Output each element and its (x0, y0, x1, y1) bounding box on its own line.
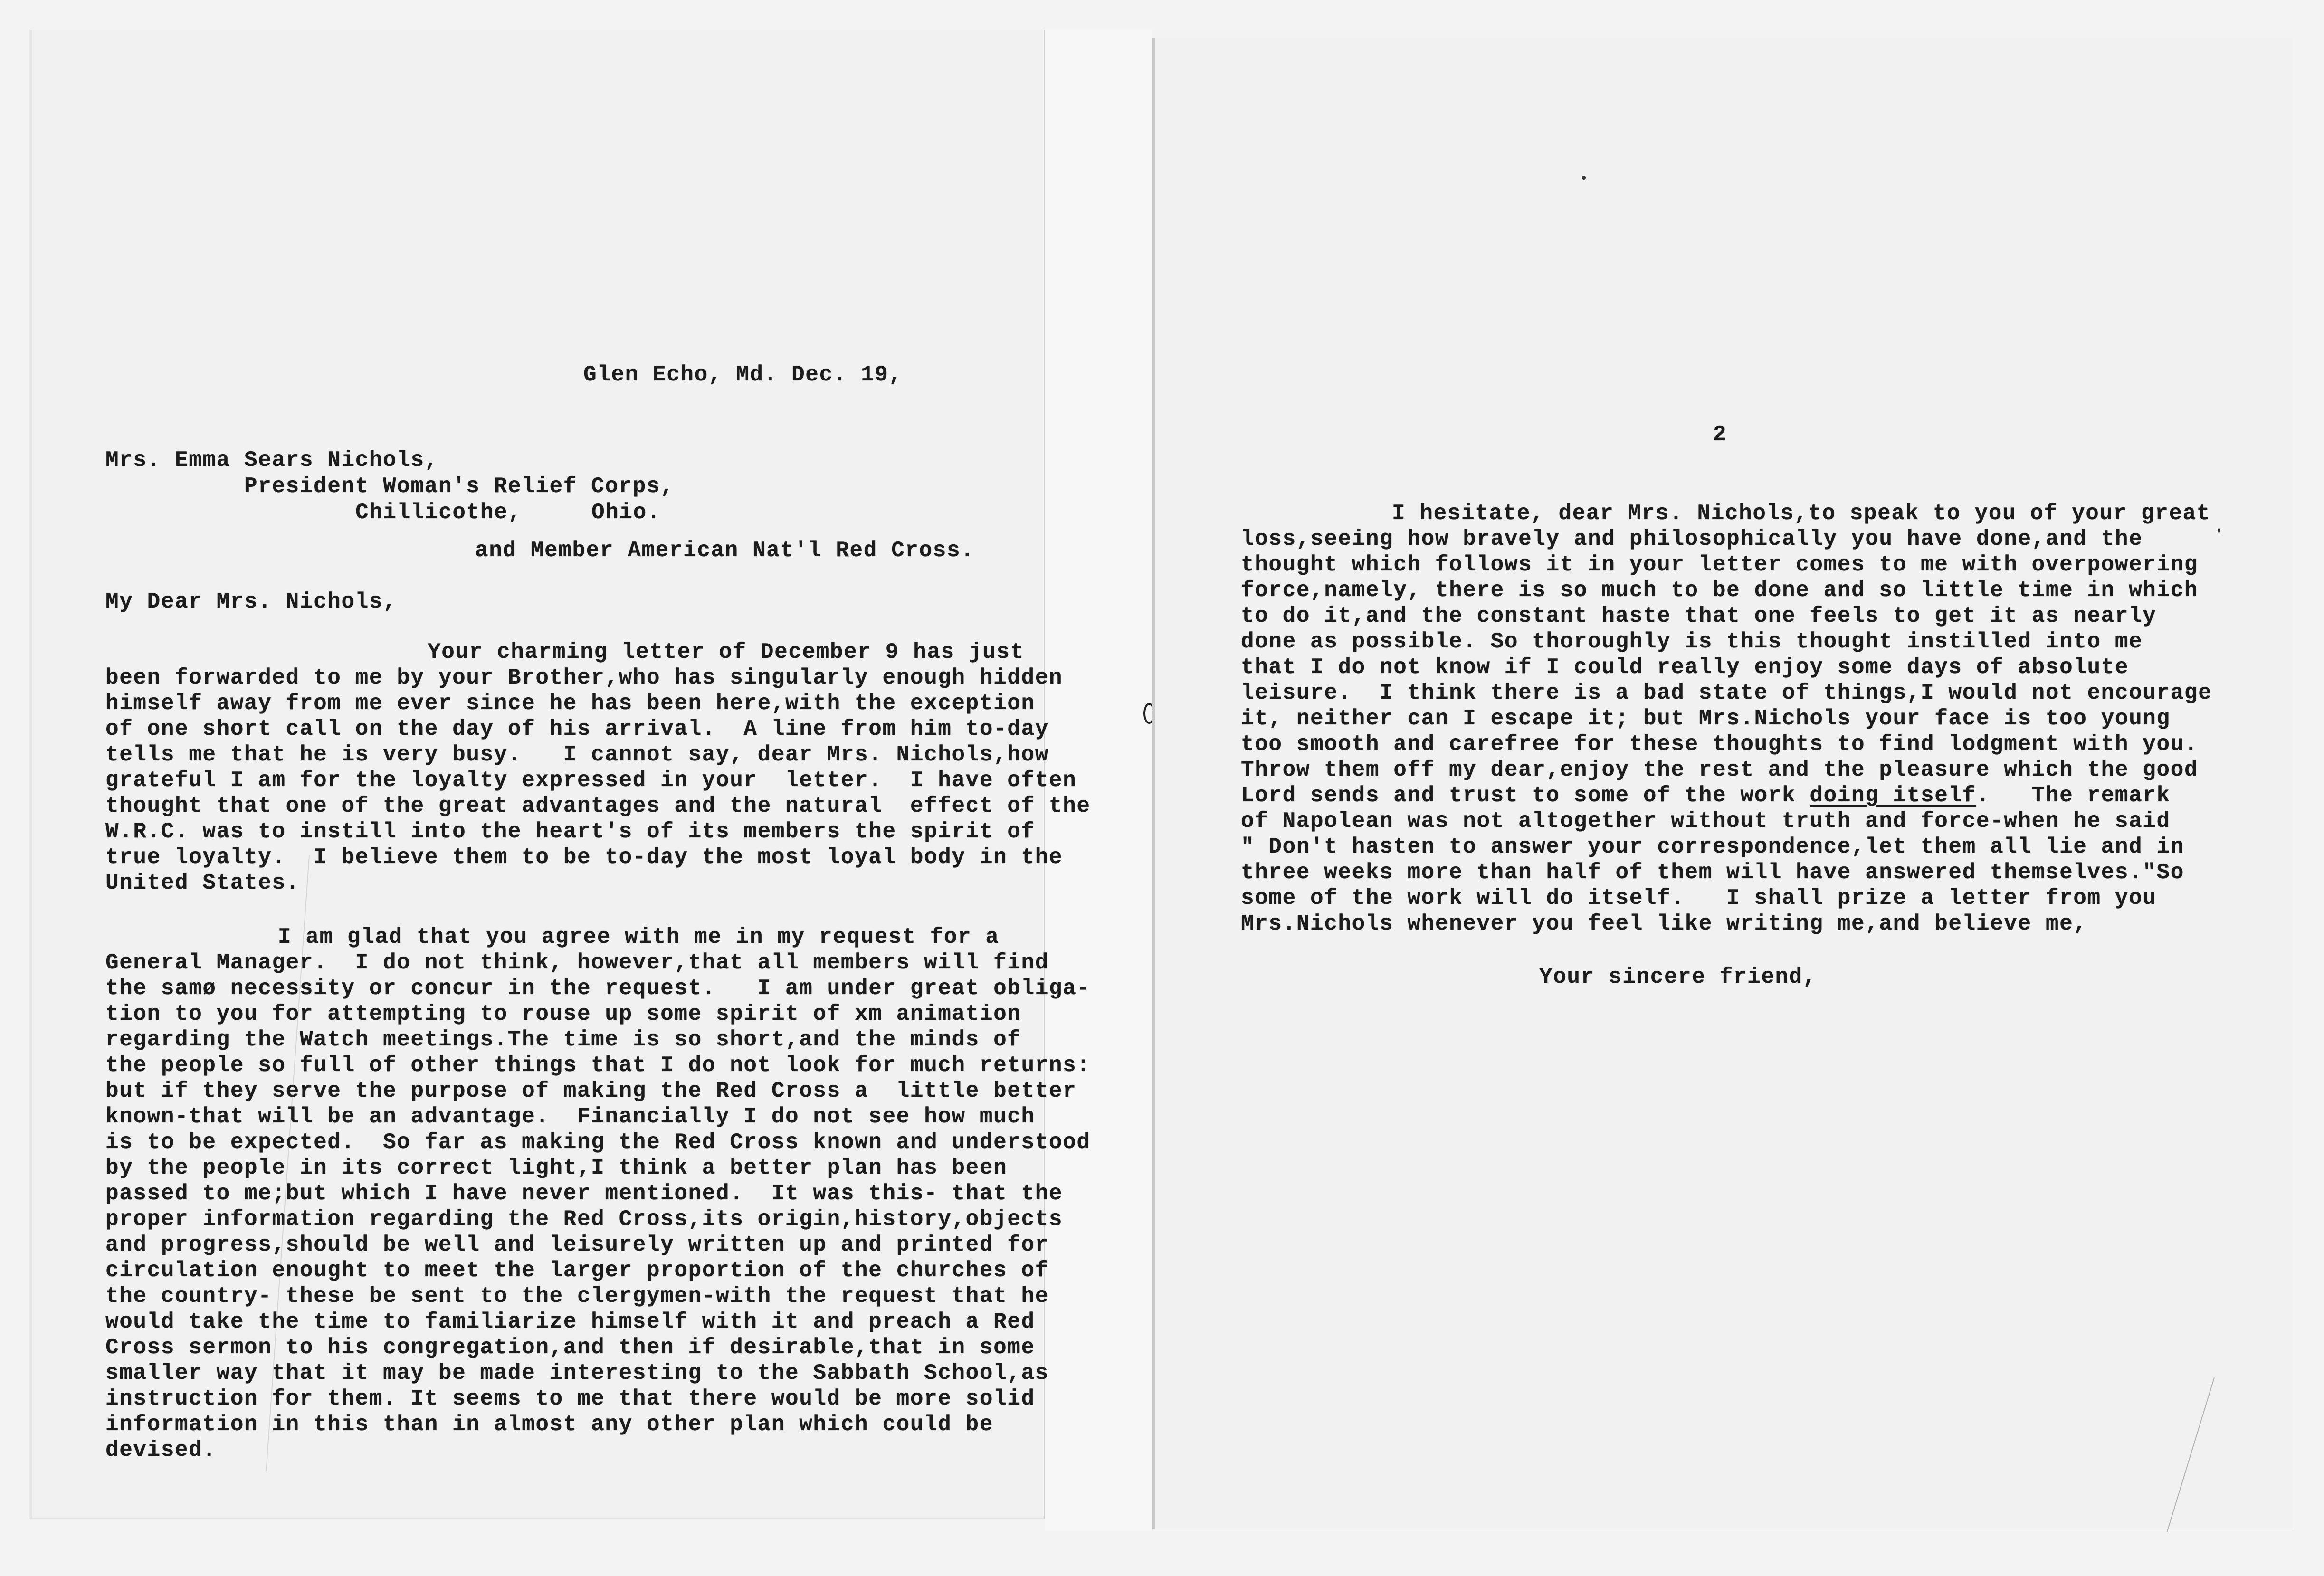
paragraph-line: W.R.C. was to instill into the heart's of its members the spirit of (105, 819, 1035, 844)
paragraph-line: Your charming letter of December 9 has just (428, 640, 1024, 665)
paragraph-line: force,namely, there is so much to be done and so little time in which (1241, 578, 2199, 603)
paragraph-line: it, neither can I escape it; but Mrs.Nichols your face is too young (1241, 706, 2171, 731)
paragraph-line: grateful I am for the loyalty expressed in your letter. I have often (105, 768, 1077, 793)
paragraph-line: Cross sermon to his congregation,and then if desirable,that in some (105, 1335, 1035, 1360)
paragraph-line: regarding the Watch meetings.The time is so short,and the minds of (105, 1027, 1021, 1052)
paragraph-line: Mrs.Nichols whenever you feel like writing me,and believe me, (1241, 911, 2087, 936)
paragraph-line: passed to me;but which I have never mentioned. It was this- that the (105, 1181, 1063, 1206)
paragraph-line: " Don't hasten to answer your correspondence,let them all lie and in (1241, 835, 2184, 859)
paragraph-line: but if they serve the purpose of making the Red Cross a little better (105, 1079, 1077, 1103)
paragraph-line: I hesitate, dear Mrs. Nichols,to speak to you of your great (1392, 501, 2211, 526)
underlined-phrase: doing itself (1810, 783, 1976, 808)
paragraph-line: tion to you for attempting to rouse up some spirit of xm animation (105, 1002, 1021, 1026)
scan-speck (2218, 528, 2220, 533)
paragraph-line-with-underline (1241, 783, 2171, 808)
recipient-title: President Woman's Relief Corps, (244, 474, 675, 499)
paragraph-line: of one short call on the day of his arrival. A line from him to-day (105, 717, 1049, 741)
paragraph-line: been forwarded to me by your Brother,who has singularly enough hidden (105, 665, 1063, 690)
paragraph-line: of Napolean was not altogether without truth and force-when he said (1241, 809, 2171, 834)
text-before-underline: Lord sends and trust to some of the work (1241, 783, 1810, 808)
paragraph-line: leisure. I think there is a bad state of things,I would not encourage (1241, 681, 2212, 705)
closing: Your sincere friend, (1539, 965, 1817, 989)
paragraph-line: by the people in its correct light,I think a better plan has been (105, 1156, 1008, 1180)
paragraph-line: loss,seeing how bravely and philosophically you have done,and the (1241, 527, 2143, 551)
paragraph-line: three weeks more than half of them will have answered themselves."So (1241, 860, 2184, 885)
paragraph-line: General Manager. I do not think, however,that all members will find (105, 950, 1049, 975)
paragraph-line: the country- these be sent to the clergymen-with the request that he (105, 1284, 1049, 1309)
scan-speck (1582, 176, 1586, 180)
recipient-city: Chillicothe, (355, 500, 522, 525)
paragraph-line: instruction for them. It seems to me that there would be more solid (105, 1386, 1035, 1411)
paragraph-line: that I do not know if I could really enjoy some days of absolute (1241, 655, 2129, 680)
text-after-underline: . The remark (1976, 783, 2171, 808)
paragraph-line: smaller way that it may be made interesting to the Sabbath School,as (105, 1361, 1049, 1386)
paragraph-line: thought that one of the great advantages and the natural effect of the (105, 794, 1091, 818)
paragraph-line: information in this than in almost any other plan which could be (105, 1412, 994, 1437)
recipient-name: Mrs. Emma Sears Nichols, (105, 448, 438, 473)
paragraph-line: known-that will be an advantage. Financially I do not see how much (105, 1104, 1035, 1129)
paragraph-line: true loyalty. I believe them to be to-day the most loyal body in the (105, 845, 1063, 870)
paragraph-line: would take the time to familiarize himself with it and preach a Red (105, 1310, 1035, 1334)
paragraph-line: done as possible. So thoroughly is this thought instilled into me (1241, 629, 2143, 654)
paragraph-line: Throw them off my dear,enjoy the rest and the pleasure which the good (1241, 758, 2199, 782)
paragraph-line: I am glad that you agree with me in my request for a (278, 925, 1000, 949)
paragraph-line: and progress,should be well and leisurely written up and printed for (105, 1233, 1049, 1257)
paragraph-line: the people so full of other things that I do not look for much returns: (105, 1053, 1091, 1078)
paragraph-line: the samø necessity or concur in the request. I am under great obliga- (105, 976, 1091, 1001)
paragraph-line: to do it,and the constant haste that one feels to get it as nearly (1241, 604, 2157, 628)
paragraph-line: devised. (105, 1438, 217, 1462)
salutation: My Dear Mrs. Nichols, (105, 589, 397, 614)
paragraph-line: proper information regarding the Red Cross,its origin,history,objects (105, 1207, 1063, 1232)
paragraph-line: circulation enought to meet the larger proportion of the churches of (105, 1258, 1049, 1283)
paragraph-line: thought which follows it in your letter comes to me with overpowering (1241, 552, 2199, 577)
paragraph-line: too smooth and carefree for these thoughts to find lodgment with you. (1241, 732, 2199, 757)
paragraph-line: is to be expected. So far as making the Red Cross known and understood (105, 1130, 1091, 1155)
paragraph-line: some of the work will do itself. I shall prize a letter from you (1241, 886, 2157, 911)
paragraph-line: United States. (105, 871, 300, 895)
paragraph-line: tells me that he is very busy. I cannot say, dear Mrs. Nichols,how (105, 742, 1049, 767)
paragraph-line: himself away from me ever since he has been here,with the exception (105, 691, 1035, 716)
dateline: Glen Echo, Md. Dec. 19, (583, 362, 903, 387)
recipient-state: Ohio. (591, 500, 661, 525)
recipient-affiliation: and Member American Nat'l Red Cross. (475, 538, 975, 563)
page-number: 2 (1713, 422, 1727, 447)
